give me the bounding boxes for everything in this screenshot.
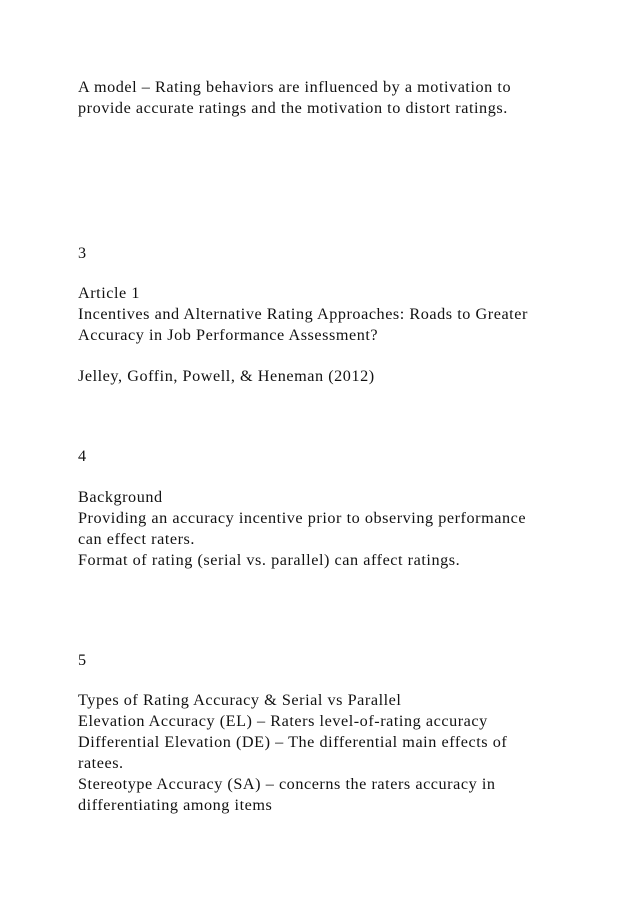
slide4-line-3: Format of rating (serial vs. parallel) can affect ratings. <box>78 551 461 569</box>
slide3-title-line-1: Incentives and Alternative Rating Approaches: Roads to Greater <box>78 305 528 323</box>
slide4-line-1: Providing an accuracy incentive prior to observing performance <box>78 509 527 527</box>
slide5-line-4: Stereotype Accuracy (SA) – concerns the raters accuracy in <box>78 775 496 793</box>
slide5-line-5: differentiating among items <box>78 796 273 814</box>
slide5-line-3: ratees. <box>78 754 124 772</box>
slide-number-5: 5 <box>78 651 87 669</box>
intro-line-2: provide accurate ratings and the motivation to distort ratings. <box>78 99 508 117</box>
slide3-authors: Jelley, Goffin, Powell, & Heneman (2012) <box>78 367 375 385</box>
slide3-title-line-2: Accuracy in Job Performance Assessment? <box>78 326 379 344</box>
slide-number-3: 3 <box>78 244 87 262</box>
slide5-line-2: Differential Elevation (DE) – The differential main effects of <box>78 733 508 751</box>
slide5-line-1: Elevation Accuracy (EL) – Raters level-of-rating accuracy <box>78 712 488 730</box>
slide4-heading: Background <box>78 488 163 506</box>
slide4-line-2: can effect raters. <box>78 530 195 548</box>
slide5-heading: Types of Rating Accuracy & Serial vs Parallel <box>78 691 402 709</box>
slide3-heading: Article 1 <box>78 284 141 302</box>
intro-line-1: A model – Rating behaviors are influenced by a motivation to <box>78 78 512 96</box>
slide-number-4: 4 <box>78 447 87 465</box>
